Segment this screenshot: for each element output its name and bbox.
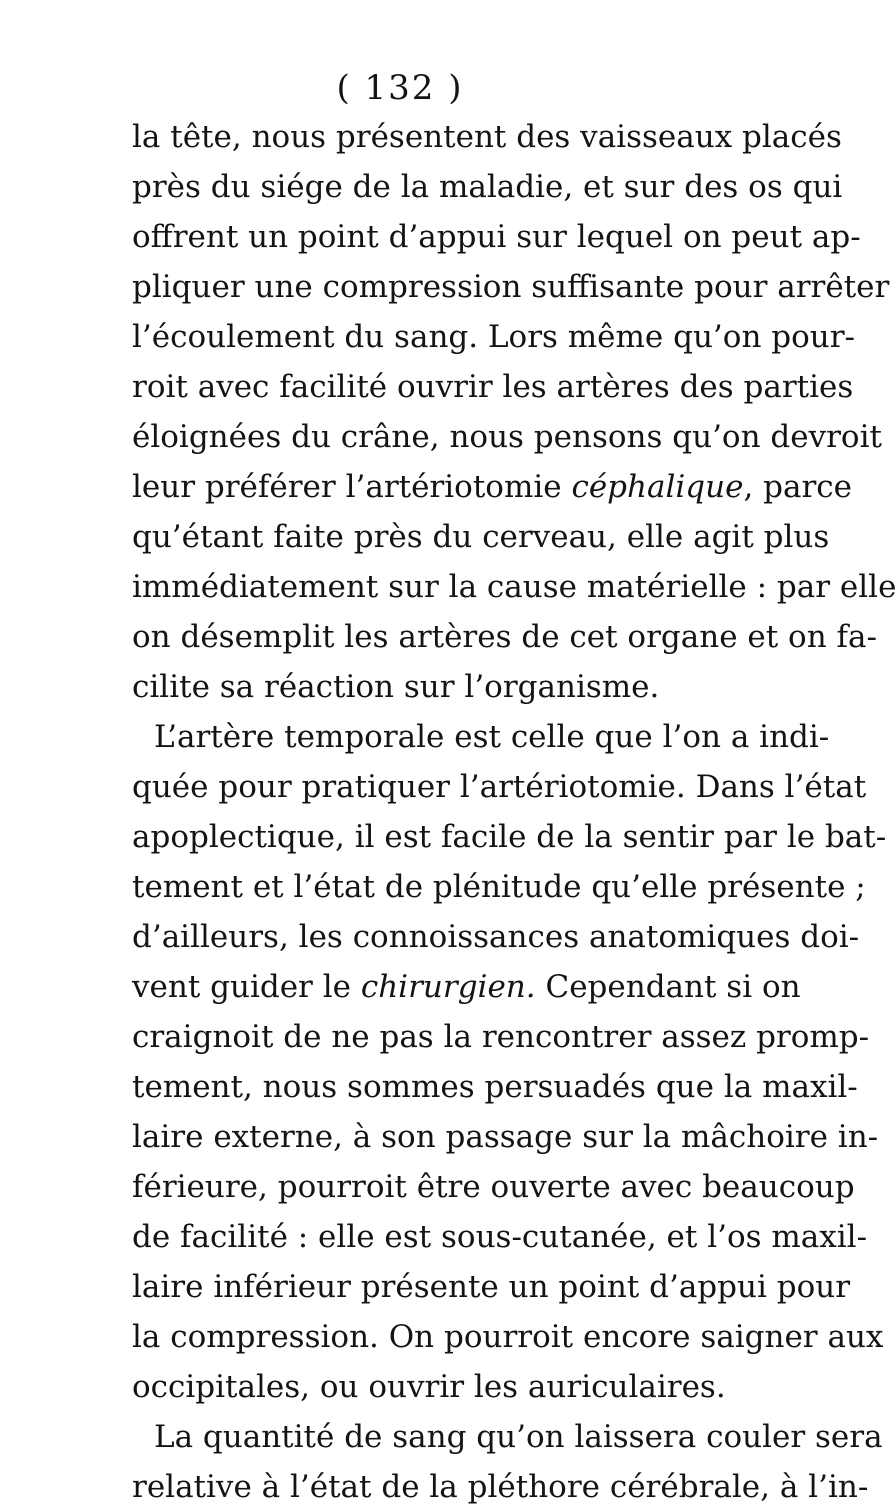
text-line: pliquer une compression suffisante pour arrêter bbox=[132, 269, 890, 305]
text-line: la compression. On pourroit encore saigner aux bbox=[132, 1319, 884, 1355]
text-line: laire inférieur présente un point d’appui pour bbox=[132, 1269, 851, 1305]
italic-term: chirurgien. bbox=[360, 969, 536, 1005]
text-segment: leur préférer l’artériotomie bbox=[132, 469, 572, 505]
text-line: roit avec facilité ouvrir les artères des parties bbox=[132, 369, 854, 405]
text-line: cilite sa réaction sur l’organisme. bbox=[132, 669, 660, 705]
page-number: ( 132 ) bbox=[336, 68, 464, 108]
text-line: offrent un point d’appui sur lequel on peut ap- bbox=[132, 219, 861, 255]
text-line: qu’étant faite près du cerveau, elle agit plus bbox=[132, 519, 830, 555]
text-line: la tête, nous présentent des vaisseaux placés bbox=[132, 119, 842, 155]
text-line bbox=[132, 962, 801, 1012]
text-segment: Cependant si on bbox=[535, 969, 801, 1005]
text-line: L’artère temporale est celle que l’on a indi- bbox=[154, 719, 830, 755]
text-line: tement et l’état de plénitude qu’elle présente ; bbox=[132, 869, 866, 905]
text-line: d’ailleurs, les connoissances anatomiques doi- bbox=[132, 919, 860, 955]
body-text bbox=[132, 112, 896, 1512]
text-segment: , parce bbox=[743, 469, 853, 505]
text-line: occipitales, ou ouvrir les auriculaires. bbox=[132, 1369, 726, 1405]
text-line: laire externe, à son passage sur la mâchoire in- bbox=[132, 1119, 879, 1155]
text-line bbox=[132, 462, 853, 512]
text-line: férieure, pourroit être ouverte avec beaucoup bbox=[132, 1169, 855, 1205]
text-line: éloignées du crâne, nous pensons qu’on devroit bbox=[132, 419, 882, 455]
text-line: apoplectique, il est facile de la sentir par le bat- bbox=[132, 819, 887, 855]
text-segment: vent guider le bbox=[132, 969, 361, 1005]
text-line: relative à l’état de la pléthore cérébrale, à l’in- bbox=[132, 1469, 869, 1505]
text-line: de facilité : elle est sous-cutanée, et l’os maxil- bbox=[132, 1219, 868, 1255]
text-line: près du siége de la maladie, et sur des os qui bbox=[132, 169, 843, 205]
text-line: quée pour pratiquer l’artériotomie. Dans l’état bbox=[132, 769, 867, 805]
text-line: immédiatement sur la cause matérielle : par elle bbox=[132, 569, 896, 605]
text-line: on désemplit les artères de cet organe et on fa- bbox=[132, 619, 877, 655]
text-line: tement, nous sommes persuadés que la maxil- bbox=[132, 1069, 858, 1105]
text-line: La quantité de sang qu’on laissera couler sera bbox=[154, 1419, 883, 1455]
text-line: craignoit de ne pas la rencontrer assez promp- bbox=[132, 1019, 870, 1055]
text-line: l’écoulement du sang. Lors même qu’on pour- bbox=[132, 319, 856, 355]
italic-term: céphalique bbox=[571, 469, 744, 505]
